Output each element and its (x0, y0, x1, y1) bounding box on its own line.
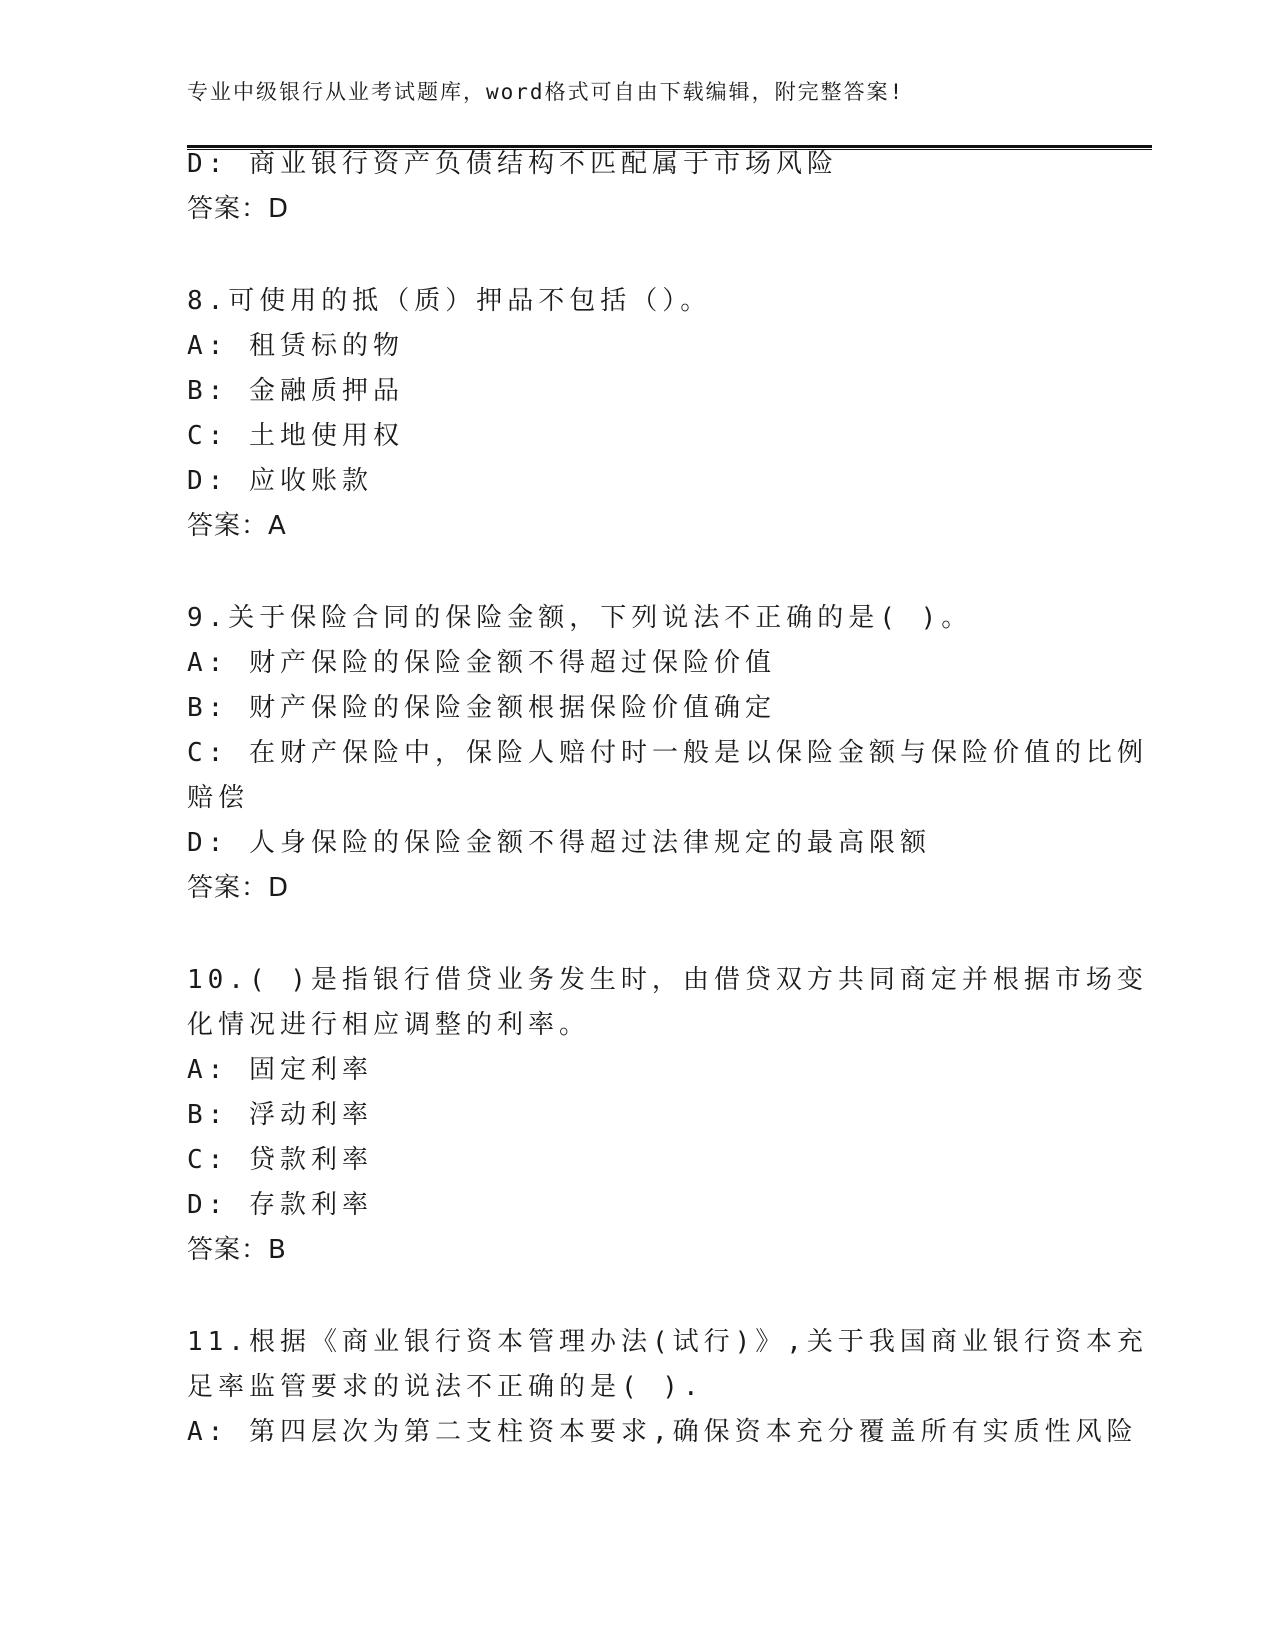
option-text: A: 财产保险的保险金额不得超过保险价值 (187, 648, 776, 678)
question-text: 足率监管要求的说法不正确的是( ). (187, 1372, 704, 1402)
question-text: 11.根据《商业银行资本管理办法(试行)》,关于我国商业银行资本充 (187, 1327, 1148, 1357)
option-text: C: 土地使用权 (187, 421, 404, 451)
option-text: A: 第四层次为第二支柱资本要求,确保资本充分覆盖所有实质性风险 (187, 1417, 1138, 1447)
option-text: A: 租赁标的物 (187, 331, 404, 361)
option-text: 赔偿 (187, 783, 250, 813)
option-text: C: 贷款利率 (187, 1145, 373, 1175)
option-text: C: 在财产保险中，保险人赔付时一般是以保险金额与保险价值的比例 (187, 738, 1148, 768)
option-text: D: 人身保险的保险金额不得超过法律规定的最高限额 (187, 828, 931, 858)
answer-line: 答案：D (187, 873, 290, 903)
question-text: 10.( )是指银行借贷业务发生时，由借贷双方共同商定并根据市场变 (187, 965, 1148, 995)
option-text: B: 金融质押品 (187, 376, 404, 406)
option-text: B: 浮动利率 (187, 1100, 373, 1130)
option-text: B: 财产保险的保险金额根据保险价值确定 (187, 693, 776, 723)
option-text: D: 应收账款 (187, 466, 373, 496)
option-text: A: 固定利率 (187, 1055, 373, 1085)
answer-line: 答案：A (187, 511, 287, 541)
page-header: 专业中级银行从业考试题库，word格式可自由下载编辑，附完整答案! (187, 80, 905, 104)
question-text: 9.关于保险合同的保险金额，下列说法不正确的是( )。 (187, 603, 973, 633)
option-text: D: 存款利率 (187, 1190, 373, 1220)
option-text: D: 商业银行资产负债结构不匹配属于市场风险 (187, 149, 838, 179)
answer-line: 答案：D (187, 194, 290, 224)
question-text: 化情况进行相应调整的利率。 (187, 1010, 591, 1040)
answer-line: 答案：B (187, 1235, 287, 1265)
question-text: 8.可使用的抵（质）押品不包括（）。 (187, 286, 712, 316)
